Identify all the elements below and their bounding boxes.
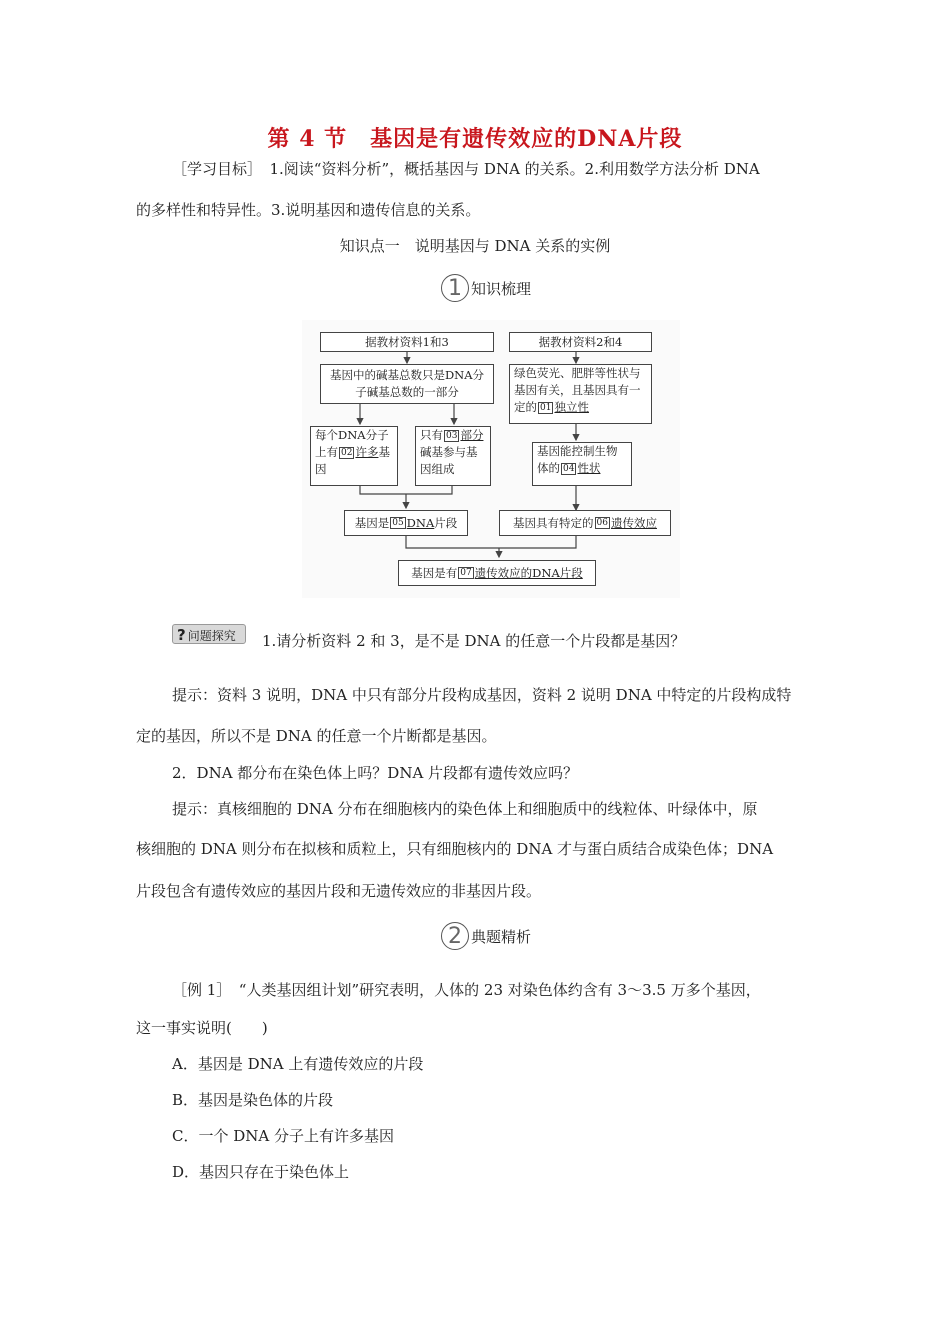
section-label: 典题精析 (471, 927, 532, 946)
hint-1-line-2: 定的基因，所以不是 DNA 的任意一个片断都是基因。 (136, 727, 497, 745)
option-a: A．基因是 DNA 上有遗传效应的片段 (172, 1055, 424, 1073)
box-control-traits: 基因能控制生物体的 04 性状 (532, 442, 632, 486)
circle-two-icon: 2 (441, 922, 469, 950)
box-gene-dna-segment: 基因是 05 DNA 片段 (344, 510, 468, 536)
example-line-2: 这一事实说明( ) (136, 1019, 268, 1037)
box-base-count: 基因中的碱基总数只是DNA分子碱基总数的一部分 (320, 364, 494, 404)
question-1: 1.请分析资料 2 和 3，是不是 DNA 的任意一个片段都是基因？ (262, 632, 686, 650)
hint-2-line-2: 核细胞的 DNA 则分布在拟核和质粒上，只有细胞核内的 DNA 才与蛋白质结合成染色体；DNA (136, 840, 774, 858)
hint-1-line-1: 提示：资料 3 说明，DNA 中只有部分片段构成基因，资料 2 说明 DNA 中特定的片段构成特 (172, 686, 792, 704)
question-explore-badge: ? 问题探究 (172, 624, 246, 644)
box-genetic-effect: 基因具有特定的 06 遗传效应 (499, 510, 671, 536)
box-trait-gene: 绿色荧光、肥胖等性状与基因有关，且基因具有一定的 01 独立性 (509, 364, 652, 424)
page-title: 第 4 节 基因是有遗传效应的DNA片段 (267, 126, 683, 152)
box-partial-bases: 只有 03 部分碱基参与基因组成 (415, 426, 491, 486)
box-conclusion: 基因是有 07 遗传效应的DNA片段 (398, 560, 596, 586)
option-b: B．基因是染色体的片段 (172, 1091, 334, 1109)
section-example-analysis (441, 922, 531, 950)
hint-2-line-1: 提示：真核细胞的 DNA 分布在细胞核内的染色体上和细胞质中的线粒体、叶绿体中，原 (172, 800, 758, 818)
question-2: 2．DNA 都分布在染色体上吗？DNA 片段都有遗传效应吗？ (172, 764, 579, 782)
objectives-line-1: ［学习目标］ 1.阅读“资料分析”，概括基因与 DNA 的关系。2.利用数学方法分析 DNA (172, 160, 760, 178)
hint-2-line-3: 片段包含有遗传效应的基因片段和无遗传效应的非基因片段。 (136, 882, 542, 900)
question-mark-icon: ? (177, 626, 186, 644)
box-many-genes: 每个DNA分子上有 02 许多基因 (310, 426, 398, 486)
circle-one-icon: 1 (441, 274, 469, 302)
example-line-1: ［例 1］ “人类基因组计划”研究表明，人体的 23 对染色体约含有 3～3.5 万多个基因， (172, 981, 761, 999)
section-label: 知识梳理 (471, 279, 532, 298)
option-c: C．一个 DNA 分子上有许多基因 (172, 1127, 394, 1145)
knowledge-point-heading: 知识点一 说明基因与 DNA 关系的实例 (339, 237, 611, 255)
box-source-1-3: 据教材资料1和3 (320, 332, 494, 352)
objectives-line-2: 的多样性和特异性。3.说明基因和遗传信息的关系。 (136, 201, 481, 219)
option-d: D．基因只存在于染色体上 (172, 1163, 350, 1181)
section-knowledge-review (441, 274, 531, 302)
box-source-2-4: 据教材资料2和4 (509, 332, 652, 352)
concept-flowchart (302, 320, 680, 598)
